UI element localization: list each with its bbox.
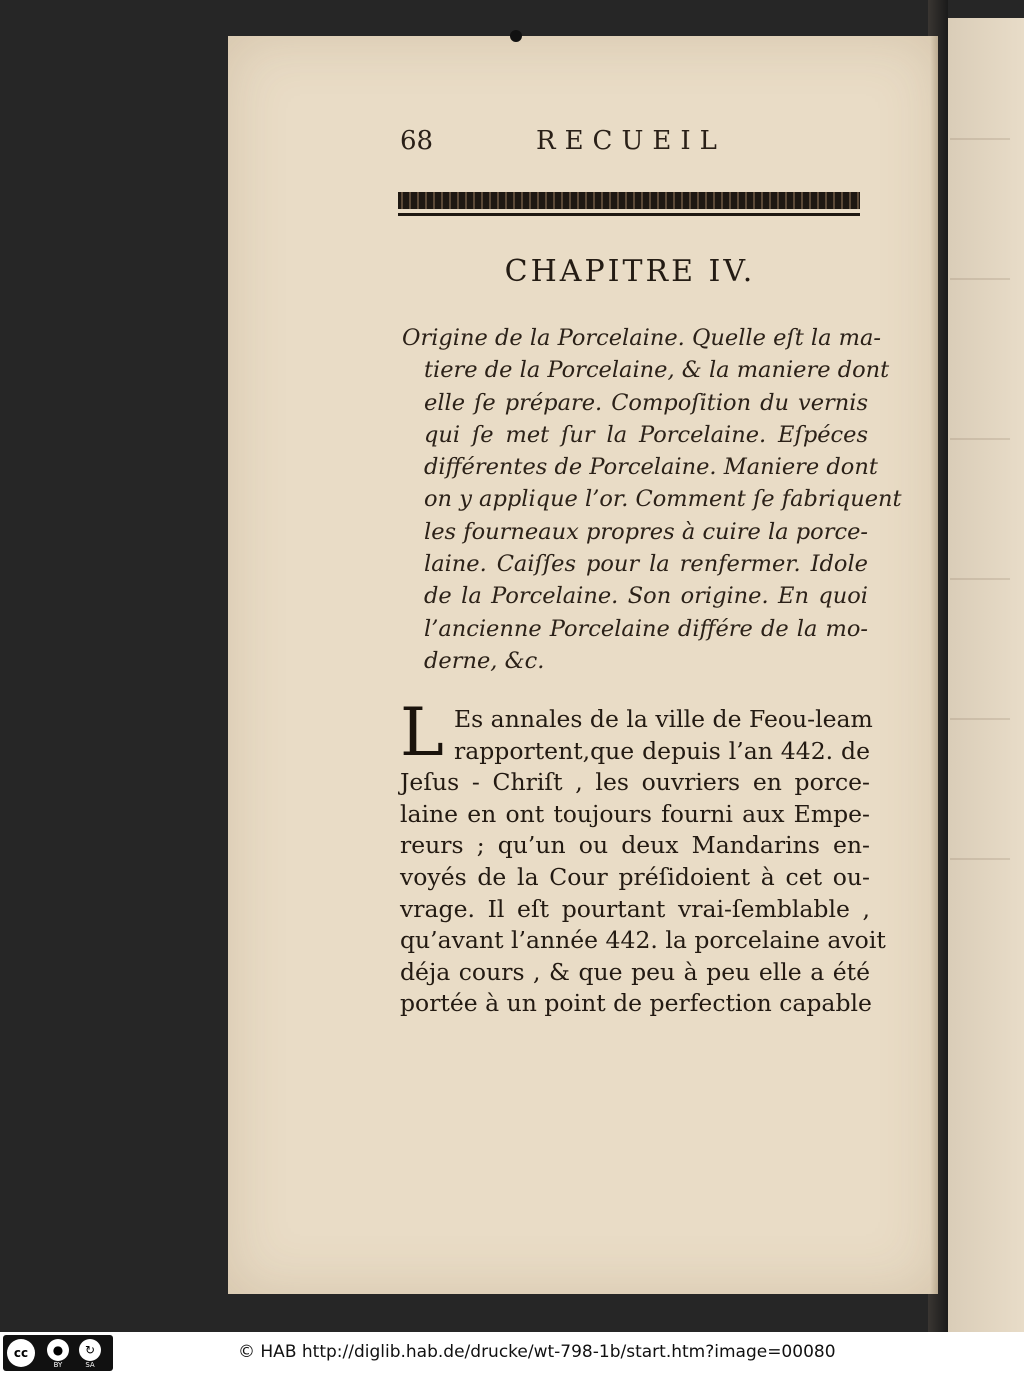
body-line: Jeſus - Chriſt , les ouvriers en porce-	[400, 768, 870, 797]
body-line: vrage. Il eſt pourtant vrai-ſemblable ,	[400, 894, 870, 923]
sa-label: SA	[85, 1361, 95, 1369]
body-line: reurs ; qu’un ou deux Mandarins en-	[400, 831, 870, 860]
person-icon: ●	[47, 1339, 69, 1361]
page-mark	[510, 30, 522, 42]
running-title: RECUEIL	[536, 126, 726, 156]
summary-line: tiere de la Porcelaine, & la maniere dont	[424, 357, 890, 384]
cc-license-badge[interactable]	[3, 1335, 113, 1371]
summary-line: elle ſe prépare. Compoſition du vernis	[424, 389, 868, 416]
summary-line: derne, &c.	[424, 647, 545, 674]
chapter-summary	[402, 322, 902, 677]
summary-line: Origine de la Porcelaine. Quelle eſt la ma-	[402, 325, 882, 351]
body-text	[400, 704, 886, 1020]
summary-line: les fourneaux propres à cuire la porce-	[424, 518, 868, 545]
body-line: déja cours , & que peu à peu elle a été	[400, 957, 870, 986]
summary-line: différentes de Porcelaine. Maniere dont	[424, 454, 878, 481]
summary-line: de la Porcelaine. Son origine. En quoi	[424, 583, 868, 610]
credit-line: © HAB http://diglib.hab.de/drucke/wt-798-1b/start.htm?image=00080	[238, 1342, 836, 1362]
facing-page-edge	[944, 18, 1024, 1332]
body-line: portée à un point de perfection capable	[400, 989, 872, 1018]
cc-icon: cc	[7, 1339, 35, 1367]
summary-line: laine. Caiſſes pour la renfermer. Idole	[424, 551, 868, 578]
chapter-title: CHAPITRE IV.	[504, 254, 756, 289]
body-line: qu’avant l’année 442. la porcelaine avoit	[400, 926, 886, 955]
summary-line: on y applique l’or. Comment ſe fabriquent	[424, 486, 902, 513]
page-header	[400, 126, 860, 160]
body-line: rapportent,que depuis l’an 442. de	[454, 736, 870, 765]
body-line: voyés de la Cour préſidoient à cet ou-	[400, 862, 870, 891]
page-number: 68	[400, 126, 434, 156]
summary-line: l’ancienne Porcelaine différe de la mo-	[424, 615, 868, 642]
header-ornament	[398, 192, 860, 218]
drop-cap: L	[400, 694, 444, 771]
by-label: BY	[53, 1361, 63, 1369]
body-line: laine en ont toujours fourni aux Empe-	[400, 799, 870, 828]
body-line: Es annales de la ville de Feou-leam	[454, 705, 873, 733]
share-alike-icon: ↻	[79, 1339, 101, 1361]
summary-line: qui ſe met ſur la Porcelaine. Eſpéces	[424, 421, 868, 448]
